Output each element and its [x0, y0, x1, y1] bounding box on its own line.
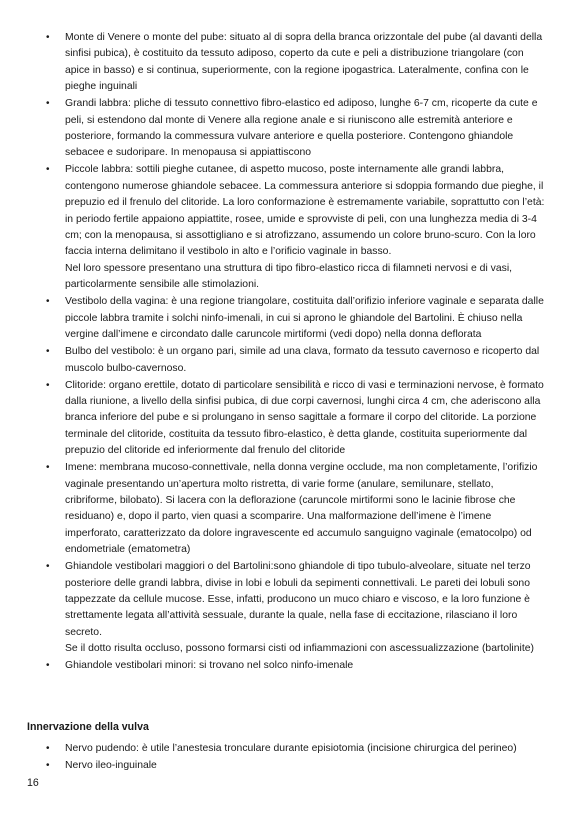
- bullet-icon: •: [46, 32, 50, 43]
- list-item-text: Ghiandole vestibolari minori: si trovano nel solco ninfo-imenale: [65, 660, 354, 672]
- list-item-text: Monte di Venere o monte del pube: situato al di sopra della branca orizzontale del pube (al davanti della sinfisi pubica), è costituito da tessuto adiposo, coperto da cute e peli a distribuzione triangolare (con apice in basso) e si continua, superiormente, con la regione ipogastrica. Lateralmente, confina con le pieghe inguinali: [65, 32, 543, 93]
- list-item: [46, 96, 546, 162]
- list-item: [46, 30, 546, 96]
- bullet-icon: •: [46, 462, 50, 474]
- list-item-extra-text: Nel loro spessore presentano una struttura di tipo fibro-elastico ricca di filamneti nervosi e di vasi, particolarmente sensibile alle stimolazioni.: [65, 262, 513, 291]
- bullet-icon: •: [46, 660, 50, 672]
- list-item-text: Grandi labbra: pliche di tessuto connettivo fibro-elastico ed adiposo, lunghe 6-7 cm, ricoperte da cute e peli, si estendono dal monte di Venere alla regione anale e si riuniscono alle estremità anteriore e posteriore, formando la commessura vulvare anteriore e quella posteriore. Contengono ghiandole sebacee e sudoripare. In menopausa si appiattiscono: [65, 98, 538, 159]
- list-item-extra-text: Se il dotto risulta occluso, possono formarsi cisti od infiammazioni con ascessualizzazione (bartolinite): [65, 643, 534, 655]
- bullet-icon: •: [46, 346, 50, 358]
- list-item: [46, 344, 546, 377]
- bullet-icon: •: [46, 296, 50, 308]
- bullet-icon: •: [46, 561, 50, 573]
- list-item: [46, 294, 546, 343]
- list-item: [46, 758, 546, 774]
- list-item-text: Ghiandole vestibolari maggiori o del Bartolini:sono ghiandole di tipo tubulo-alveolare, situate nel terzo posteriore delle grandi labbra, divise in lobi e lobuli da sepimenti connettivali. Le pareti dei lobuli sono tappezzate da cellule mucose. Esse, infatti, producono un muco chiaro e viscoso, e la loro funzione è strettamente legata all’attività sessuale, durante la quale, nella fase di eccitazione, rilasciano il loro secreto.: [65, 561, 531, 638]
- bullet-icon: •: [46, 379, 50, 391]
- innervation-list: [46, 741, 546, 775]
- list-item: [46, 460, 546, 558]
- list-item: [46, 741, 546, 757]
- section-heading: Innervazione della vulva: [27, 721, 149, 733]
- list-item: [46, 658, 546, 674]
- bullet-icon: •: [46, 98, 50, 110]
- page-number: 16: [27, 777, 39, 789]
- vulva-anatomy-list: [46, 30, 546, 675]
- list-item-text: Piccole labbra: sottili pieghe cutanee, di aspetto mucoso, poste internamente alle grandi labbra, contengono numerose ghiandole sebacee. La commessura anteriore si sdoppia formando due pieghe, il prepuzio ed il frenulo del clitoride. La loro conformazione è estremamente variabile, soprattutto con l’età: in periodo fertile appaiono appiattite, rosee, umide e sprovviste di peli, con una lunghezza media di 3-4 cm; con la menopausa, si assottigliano e si atrofizzano, assumendo un colore bruno-scuro. Con la loro faccia interna delimitano il vestibolo in alto e l’orificio vaginale in basso.: [65, 164, 545, 258]
- list-item-text: Nervo pudendo: è utile l’anestesia tronculare durante episiotomia (incisione chirurgica del perineo): [65, 743, 517, 754]
- list-item-text: Clitoride: organo erettile, dotato di particolare sensibilità e ricco di vasi e terminazioni nervose, è formato dalla riunione, a livello della sinfisi pubica, di due corpi cavernosi, lunghi circa 4 cm, che aderiscono alla branca inferiore del pube e si prolungano in senso sagittale a formare il corpo del clitoride. La porzione terminale del clitoride, costituita da tessuto fibro-elastico, è detta glande, costituita superiormente dal prepuzio del clitoride ed inferiormente dal frenulo del clitoride: [65, 379, 544, 457]
- bullet-icon: •: [46, 743, 50, 754]
- list-item-text: Nervo ileo-inguinale: [65, 760, 157, 771]
- bullet-icon: •: [46, 760, 50, 771]
- list-item-text: Imene: membrana mucoso-connettivale, nella donna vergine occlude, ma non completamente, l’orifizio vaginale presentando un’apertura molto ristretta, di varie forme (anulare, semilunare, stellato, cribriforme, bilobato). Si lacera con la deflorazione (caruncole mirtiformi sono le lacinie fibrose che residuano) e, dopo il parto, vien quasi a scomparire. Una malformazione dell’imene è l’imene imperforato, caratterizzato da dolore ingravescente ed accumulo sanguigno vaginale (ematocolpo) od endometriale (ematometra): [65, 462, 538, 556]
- list-item: [46, 162, 546, 293]
- list-item-text: Bulbo del vestibolo: è un organo pari, simile ad una clava, formato da tessuto cavernoso e ricoperto dal muscolo bulbo-cavernoso.: [65, 346, 540, 374]
- bullet-icon: •: [46, 164, 50, 176]
- list-item-text: Vestibolo della vagina: è una regione triangolare, costituita dall’orifizio inferiore vaginale e separata dalle piccole labbra tramite i solchi ninfo-imenali, in cui si aprono le ghiandole del Bartolini. È chiuso nella vergine dall’imene e circondato dalle caruncole mirtiformi (vedi dopo) nella donna deflorata: [65, 296, 544, 341]
- list-item: [46, 559, 546, 657]
- list-item: [46, 378, 546, 460]
